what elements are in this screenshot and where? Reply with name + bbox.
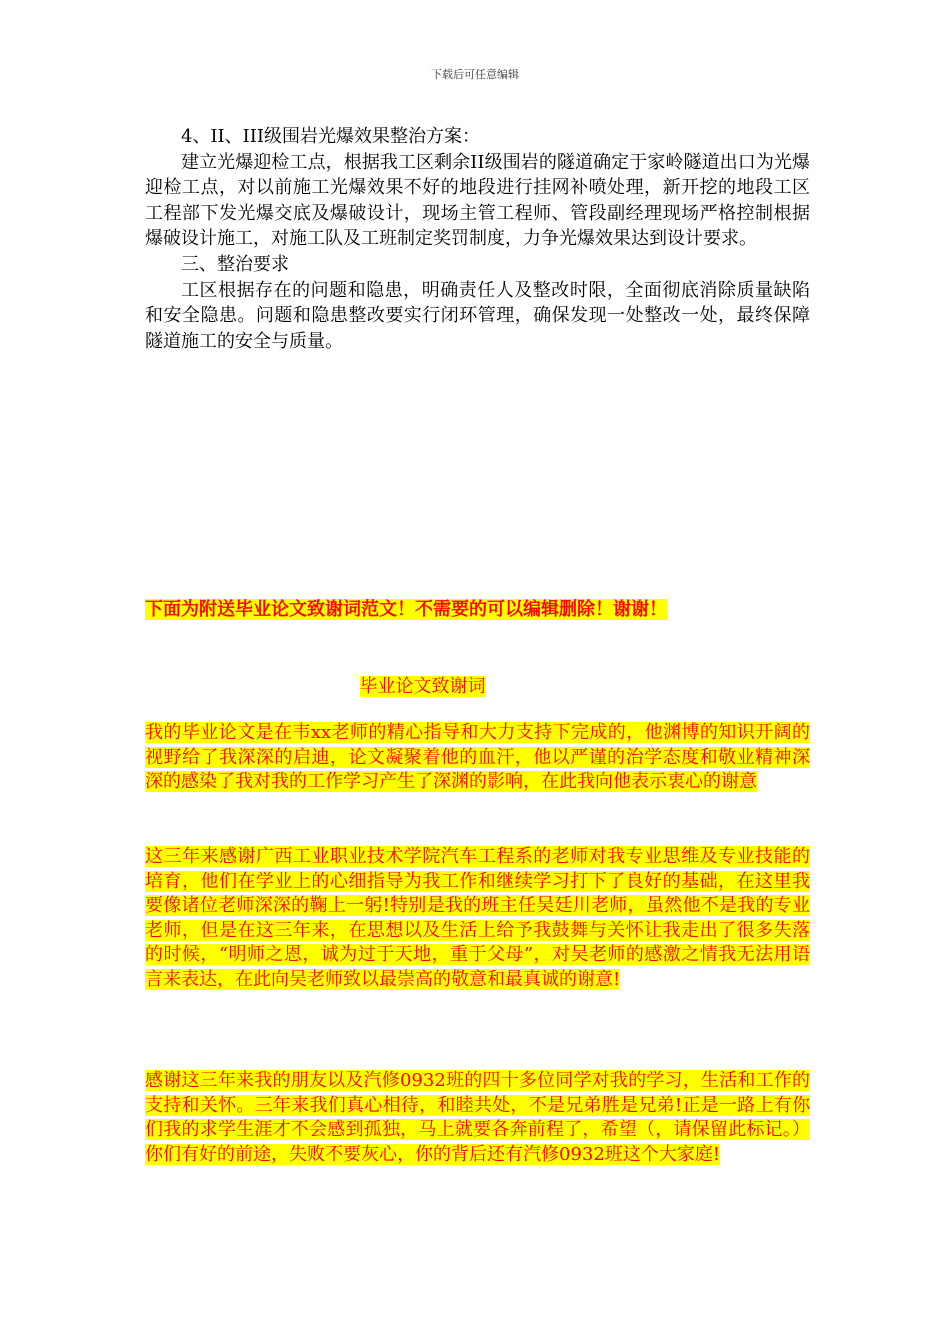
paragraph-photo-blast-plan: 建立光爆迎检工点，根据我工区剩余II级围岩的隧道确定于家岭隧道出口为光爆迎检工点，对以前施工光爆效果不好的地段进行挂网补喷处理，新开挖的地段工区工程部下发光爆交底及爆破设计，现场主管工程师、管段副经理现场严格控制根据爆破设计施工，对施工队及工班制定奖罚制度，力争光爆效果达到设计要求。 xyxy=(145,151,810,250)
acknowledgement-paragraph-1-text: 我的毕业论文是在韦xx老师的精心指导和大力支持下完成的，他渊博的知识开阔的视野给了我深深的启迪，论文凝聚着他的血汗，他以严谨的治学态度和敬业精神深深的感染了我对我的工作学习产生了深渊的影响，在此我向他表示衷心的谢意 xyxy=(145,722,810,793)
acknowledgement-paragraph-1 xyxy=(145,721,810,795)
acknowledgement-paragraph-3-text: 感谢这三年来我的朋友以及汽修0932班的四十多位同学对我的学习，生活和工作的支持和关怀。三年来我们真心相待，和睦共处，不是兄弟胜是兄弟!正是一路上有你们我的求学生涯才不会感到孤独，马上就要各奔前程了，希望（，请保留此标记。）你们有好的前途，失败不要灰心，你的背后还有汽修0932班这个大家庭! xyxy=(145,1070,810,1165)
appendix-notice xyxy=(145,597,667,623)
acknowledgement-title xyxy=(0,674,845,700)
appendix-notice-text: 下面为附送毕业论文致谢词范文！不需要的可以编辑删除！谢谢！ xyxy=(145,599,667,620)
paragraph-requirements: 工区根据存在的问题和隐患，明确责任人及整改时限，全面彻底消除质量缺陷和安全隐患。问题和隐患整改要实行闭环管理，确保发现一处整改一处，最终保障隧道施工的安全与质量。 xyxy=(145,279,810,352)
section-heading-requirements: 三、整治要求 xyxy=(181,253,289,275)
acknowledgement-paragraph-2-text: 这三年来感谢广西工业职业技术学院汽车工程系的老师对我专业思维及专业技能的培育，他们在学业上的心细指导为我工作和继续学习打下了良好的基础，在这里我要像诸位老师深深的鞠上一躬!特别是我的班主任吴廷川老师，虽然他不是我的专业老师，但是在这三年来，在思想以及生活上给予我鼓舞与关怀让我走出了很多失落的时候，“明师之恩，诚为过于天地，重于父母”，对吴老师的感激之情我无法用语言来表达，在此向吴老师致以最崇高的敬意和最真诚的谢意! xyxy=(145,846,810,990)
page-header-note: 下载后可任意编辑 xyxy=(431,68,519,81)
main-body xyxy=(145,124,810,354)
acknowledgement-paragraph-2 xyxy=(145,845,810,993)
section-heading-photo-blast: 4、II、III级围岩光爆效果整治方案： xyxy=(181,126,481,147)
acknowledgement-paragraph-3 xyxy=(145,1069,810,1167)
acknowledgement-title-text: 毕业论文致谢词 xyxy=(359,676,486,697)
